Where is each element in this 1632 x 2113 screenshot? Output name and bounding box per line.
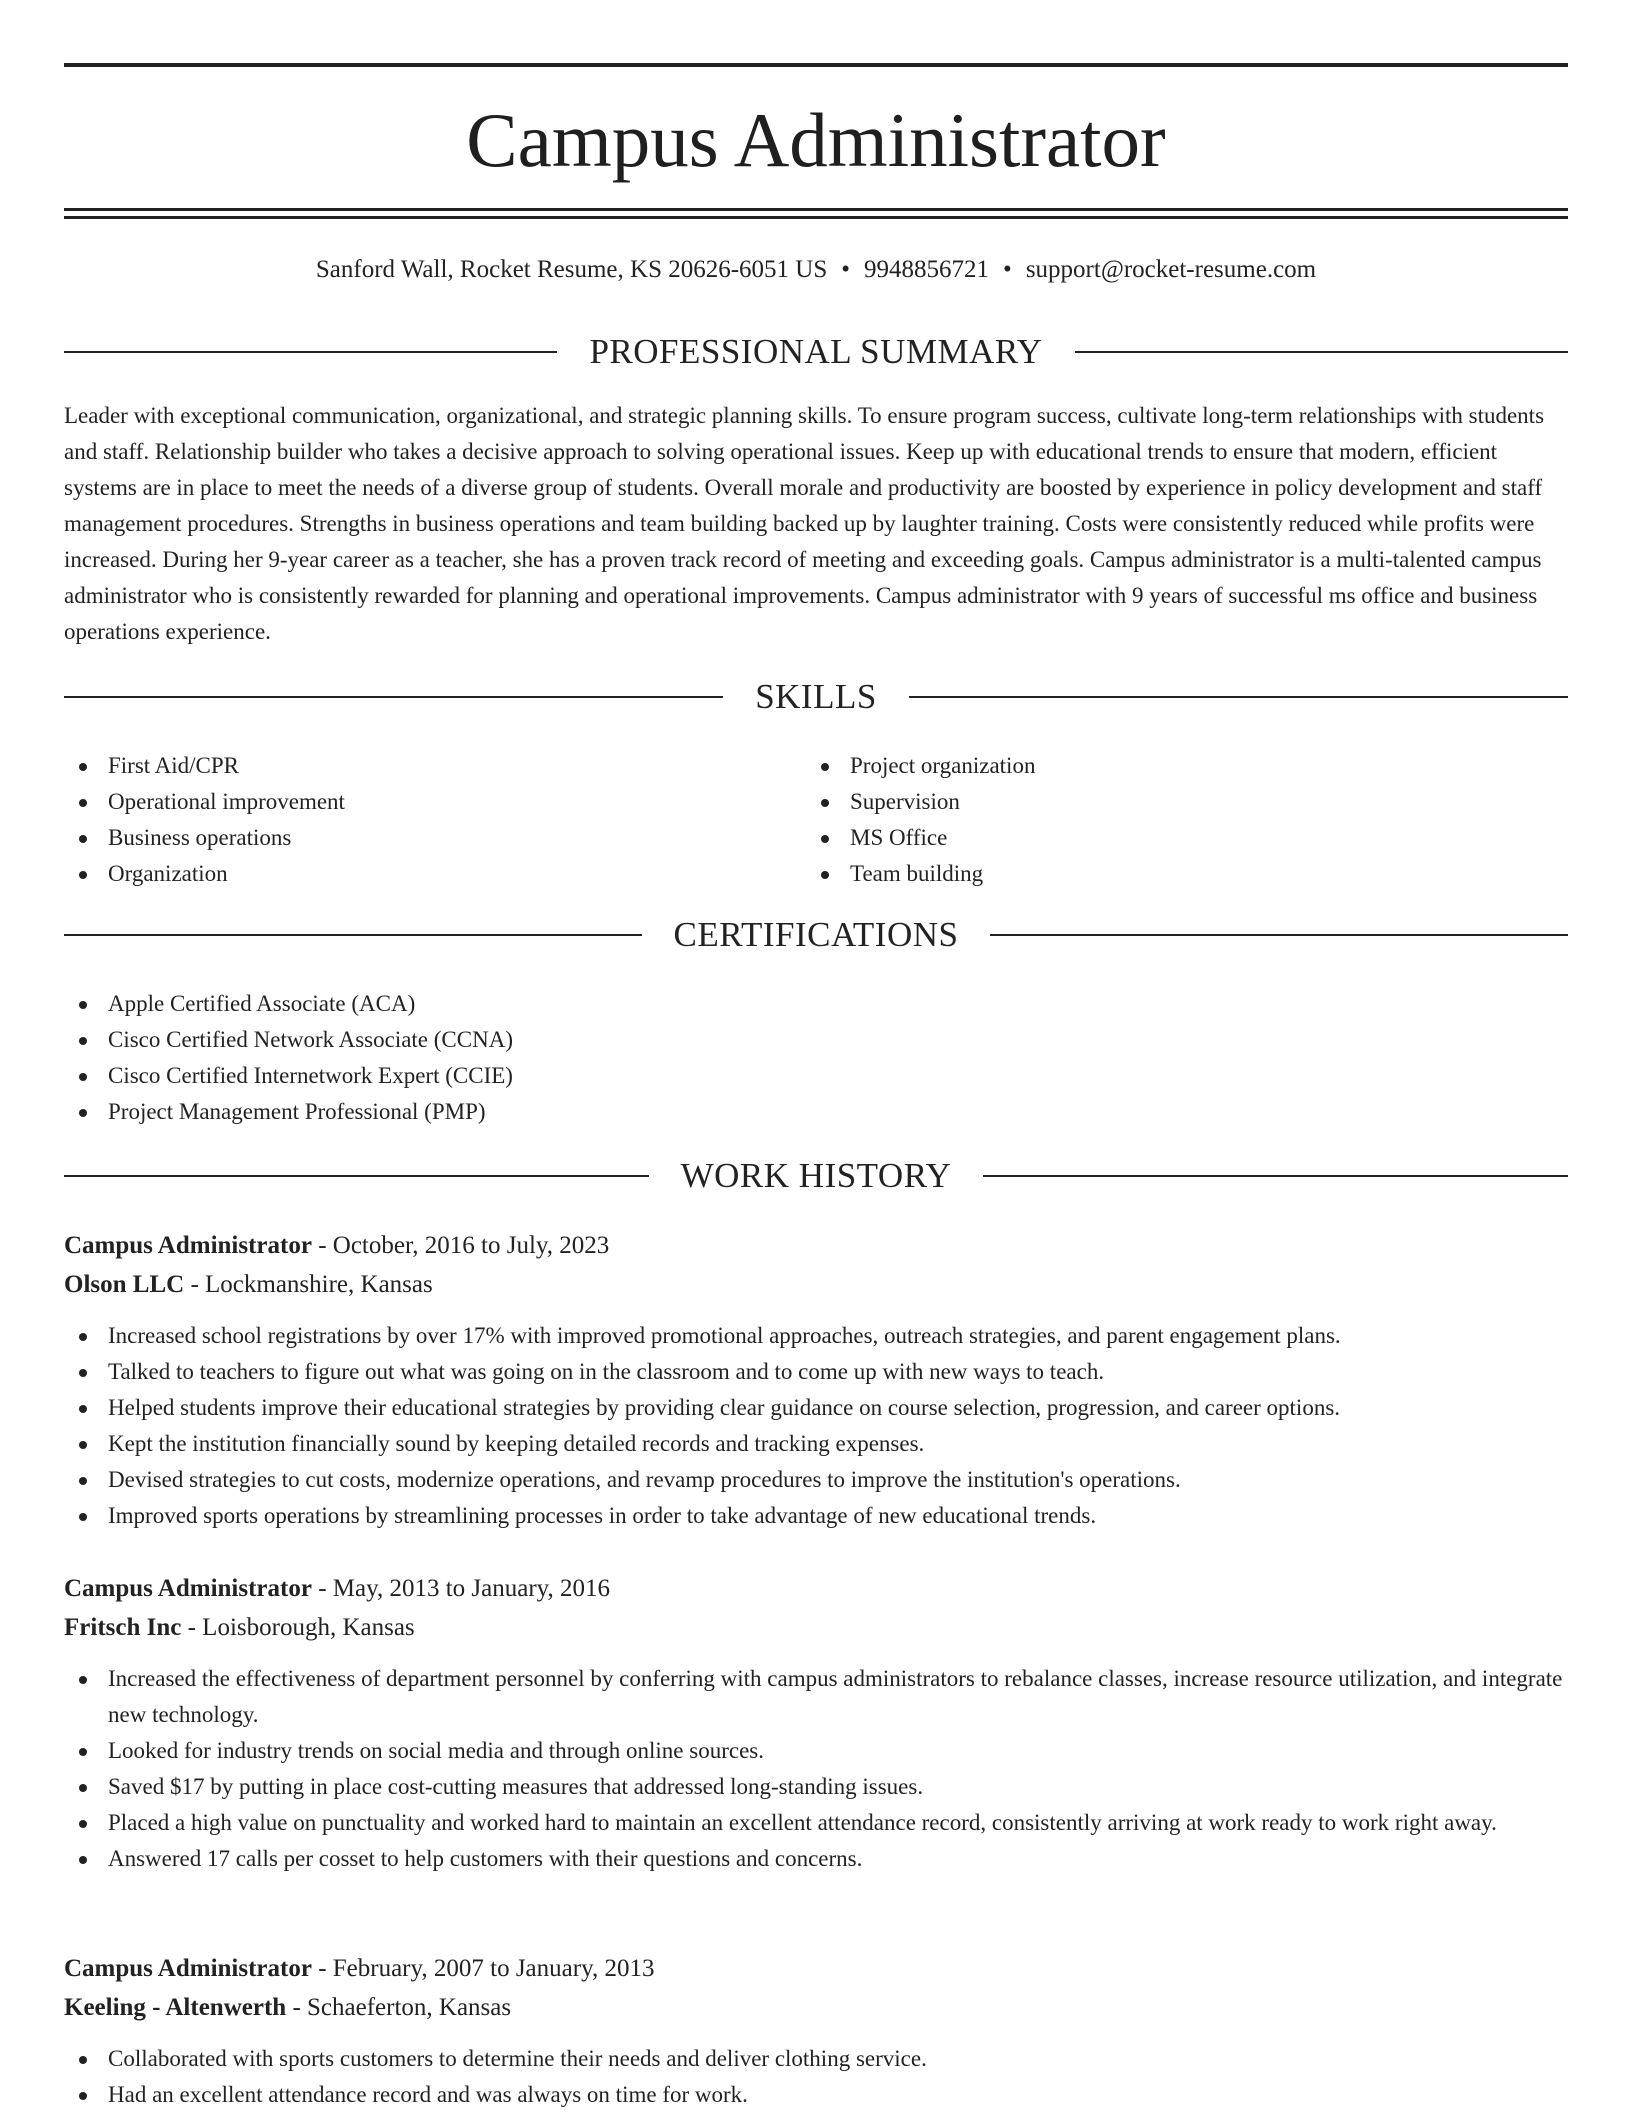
contact-phone: 9948856721 — [864, 256, 990, 283]
skill-item: Project organization — [806, 748, 1506, 784]
title-rule-upper — [64, 208, 1568, 211]
top-rule — [64, 63, 1568, 67]
job-employer — [64, 1988, 1568, 2027]
contact-email: support@rocket-resume.com — [1025, 256, 1317, 283]
section-rule-left — [64, 1175, 649, 1177]
skill-item: Organization — [64, 856, 764, 892]
certification-item: Cisco Certified Network Associate (CCNA) — [64, 1022, 1568, 1058]
contact-separator: • — [1003, 256, 1012, 283]
certification-item: Cisco Certified Internetwork Expert (CCIE) — [64, 1058, 1568, 1094]
section-title-certifications: CERTIFICATIONS — [673, 915, 959, 954]
job-heading — [64, 1949, 1568, 1988]
certification-item: Project Management Professional (PMP) — [64, 1094, 1568, 1130]
job-entry-2 — [64, 1569, 1568, 1877]
page-title: Campus Administrator — [466, 97, 1166, 183]
job-company: Fritsch Inc — [64, 1614, 182, 1641]
section-header-certifications — [64, 913, 1568, 957]
job-bullet: Improved sports operations by streamlining processes in order to take advantage of new educational trends. — [64, 1498, 1568, 1534]
job-bullet: Answered 17 calls per cosset to help customers with their questions and concerns. — [64, 1841, 1568, 1877]
job-heading — [64, 1226, 1568, 1265]
certifications-list — [64, 986, 1568, 1130]
job-bullets — [64, 2041, 1568, 2113]
job-heading — [64, 1569, 1568, 1608]
job-bullet: Looked for industry trends on social media and through online sources. — [64, 1733, 1568, 1769]
job-company: Olson LLC — [64, 1271, 185, 1298]
job-employer — [64, 1608, 1568, 1647]
title-rule-lower — [64, 216, 1568, 219]
contact-address: Sanford Wall, Rocket Resume, KS 20626-6051 US — [315, 256, 828, 283]
skill-item: Operational improvement — [64, 784, 764, 820]
summary-text: Leader with exceptional communication, organizational, and strategic planning skills. To ensure program success, cultivate long-term relationships with students and staff. Relationship builder who takes a decisive approach to solving operational issues. Keep up with educational trends to ensure that modern, efficient systems are in place to meet the needs of a diverse group of students. Overall morale and productivity are boosted by experience in policy development and staff management procedures. Strengths in business operations and team building backed up by laughter training. Costs were consistently reduced while profits were increased. During her 9-year career as a teacher, she has a proven track record of meeting and exceeding goals. Campus administrator is a multi-talented campus administrator who is consistently rewarded for planning and operational improvements. Campus administrator with 9 years of successful ms office and business operations experience. — [64, 403, 1545, 644]
section-rule-right — [909, 696, 1568, 698]
certification-item: Apple Certified Associate (ACA) — [64, 986, 1568, 1022]
skill-item: First Aid/CPR — [64, 748, 764, 784]
job-location: - Loisborough, Kansas — [187, 1614, 415, 1641]
skill-item: Business operations — [64, 820, 764, 856]
certifications-block — [64, 986, 1568, 1130]
skill-item: Supervision — [806, 784, 1506, 820]
skills-list-right — [806, 748, 1506, 892]
job-bullet: Kept the institution financially sound by keeping detailed records and tracking expenses. — [64, 1426, 1568, 1462]
job-employer — [64, 1265, 1568, 1304]
job-bullets — [64, 1318, 1568, 1534]
job-location: - Schaeferton, Kansas — [292, 1994, 512, 2021]
job-bullet: Had an excellent attendance record and was always on time for work. — [64, 2077, 1568, 2113]
skill-item: MS Office — [806, 820, 1506, 856]
job-bullet: Collaborated with sports customers to determine their needs and deliver clothing service. — [64, 2041, 1568, 2077]
job-dates: - May, 2013 to January, 2016 — [318, 1575, 611, 1602]
section-rule-left — [64, 351, 557, 353]
job-entry-3 — [64, 1949, 1568, 2113]
job-title: Campus Administrator — [64, 1575, 312, 1602]
contact-line — [64, 254, 1568, 286]
section-rule-left — [64, 934, 642, 936]
section-header-summary — [64, 330, 1568, 374]
section-title-work: WORK HISTORY — [680, 1156, 952, 1195]
job-bullet: Increased school registrations by over 17% with improved promotional approaches, outreach strategies, and parent engagement plans. — [64, 1318, 1568, 1354]
job-bullet: Devised strategies to cut costs, modernize operations, and revamp procedures to improve the institution's operations. — [64, 1462, 1568, 1498]
section-header-skills — [64, 675, 1568, 719]
skills-list-left — [64, 748, 764, 892]
job-entry-1 — [64, 1226, 1568, 1534]
job-bullet: Helped students improve their educational strategies by providing clear guidance on course selection, progression, and career options. — [64, 1390, 1568, 1426]
job-dates: - February, 2007 to January, 2013 — [318, 1955, 655, 1982]
job-company: Keeling - Altenwerth — [64, 1994, 287, 2021]
contact-separator: • — [841, 256, 851, 283]
job-dates: - October, 2016 to July, 2023 — [318, 1232, 610, 1259]
section-rule-left — [64, 696, 723, 698]
section-title-summary: PROFESSIONAL SUMMARY — [589, 332, 1043, 371]
job-location: - Lockmanshire, Kansas — [190, 1271, 433, 1298]
section-title-skills: SKILLS — [755, 677, 877, 716]
job-bullets — [64, 1661, 1568, 1877]
job-title: Campus Administrator — [64, 1232, 312, 1259]
section-rule-right — [983, 1175, 1568, 1177]
section-header-work — [64, 1154, 1568, 1198]
section-rule-right — [990, 934, 1568, 936]
job-bullet: Saved $17 by putting in place cost-cutting measures that addressed long-standing issues. — [64, 1769, 1568, 1805]
job-bullet: Increased the effectiveness of department personnel by conferring with campus administrators to rebalance classes, increase resource utilization, and integrate new technology. — [64, 1661, 1568, 1733]
skill-item: Team building — [806, 856, 1506, 892]
section-rule-right — [1075, 351, 1568, 353]
skills-column-right — [806, 748, 1506, 892]
job-bullet: Placed a high value on punctuality and worked hard to maintain an excellent attendance record, consistently arriving at work ready to work right away. — [64, 1805, 1568, 1841]
job-bullet: Talked to teachers to figure out what was going on in the classroom and to come up with new ways to teach. — [64, 1354, 1568, 1390]
skills-column-left — [64, 748, 764, 892]
job-title: Campus Administrator — [64, 1955, 312, 1982]
